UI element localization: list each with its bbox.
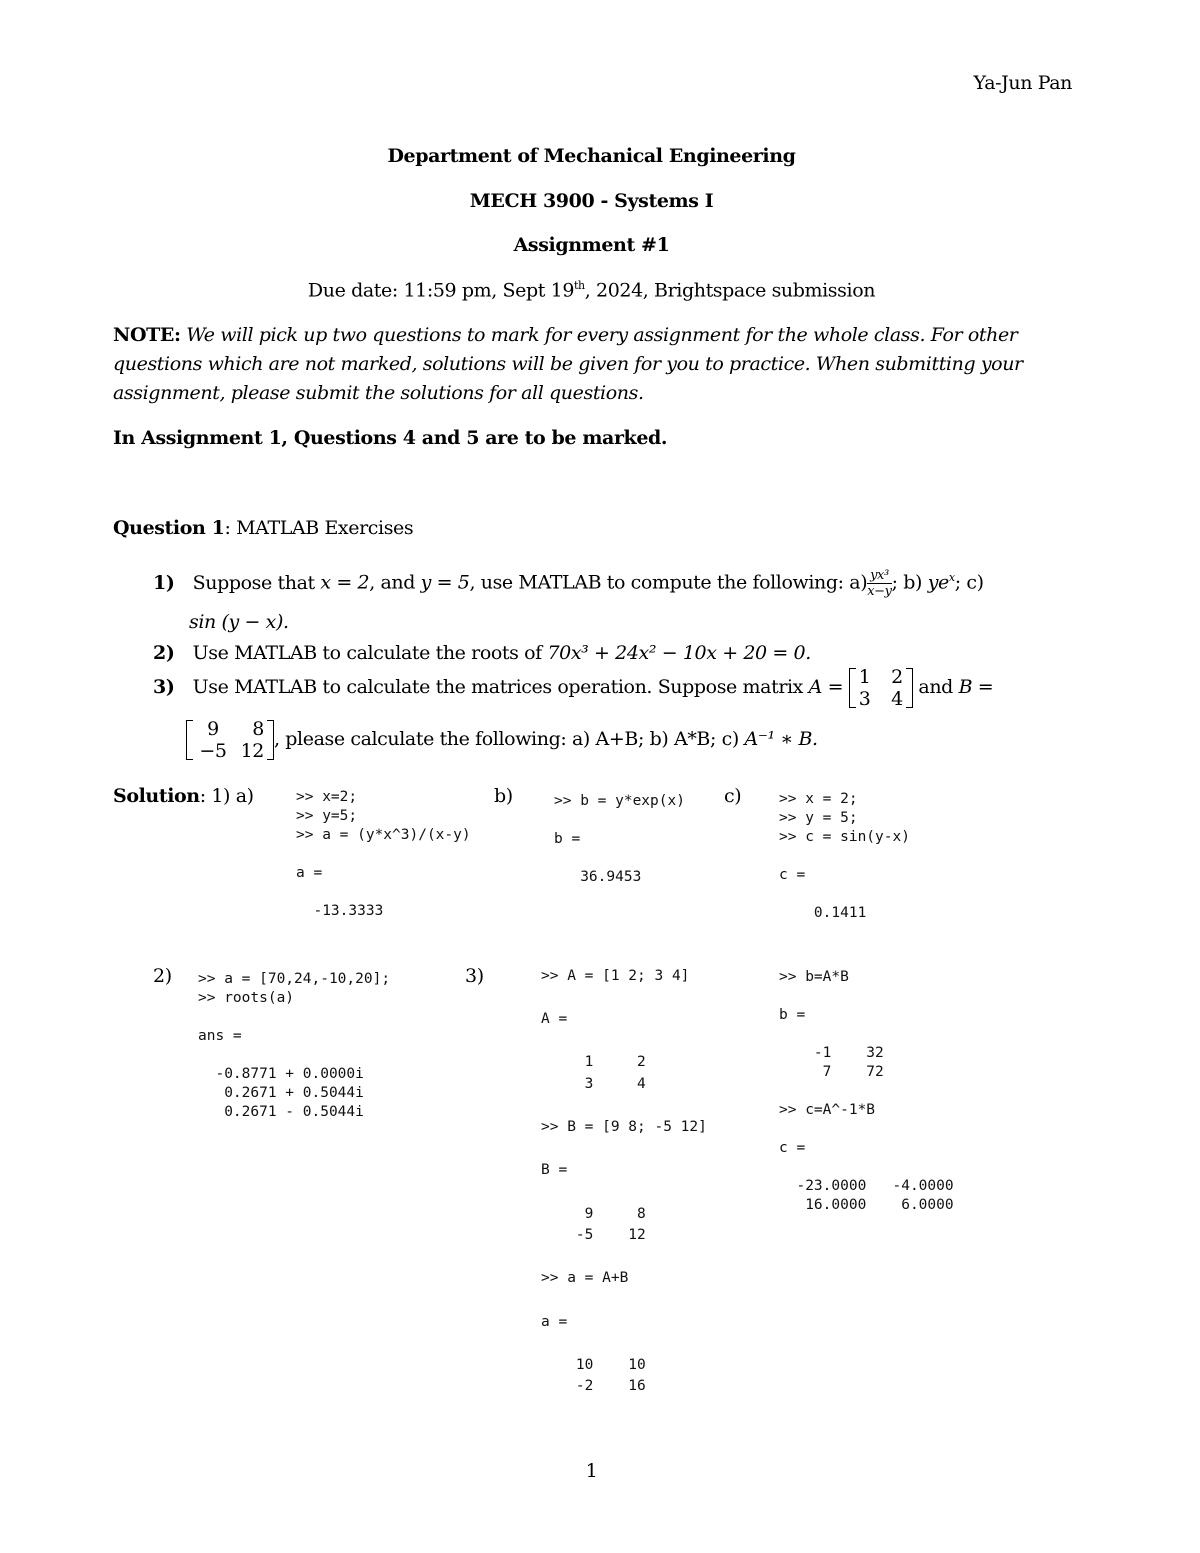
math-expression: y = 5 (420, 571, 470, 594)
matrix-cell: −5 (199, 740, 227, 762)
matrix-cell: 2 (891, 666, 903, 688)
note-label: NOTE: (113, 324, 181, 346)
solution-heading (113, 785, 254, 807)
math-expression: 70x³ + 24x² − 10x + 20 = 0. (547, 642, 811, 664)
solution-label-b: b) (494, 785, 513, 807)
item-number: 2) (153, 642, 175, 664)
solution-label-3: 3) (465, 965, 484, 987)
page-number: 1 (585, 1460, 598, 1482)
q1-item-1-continued: sin (y − x). (189, 611, 289, 633)
matrix-cell: 12 (240, 740, 264, 762)
matrix-row (186, 718, 274, 740)
item-text: Suppose that (192, 571, 321, 594)
fraction-denominator: x−y (867, 584, 892, 599)
matlab-output-3b: >> b=A*B b = -1 32 7 72 >> c=A^-1*B c = -23.0000 -4.0000 16.0000 6.0000 (779, 969, 954, 1213)
solution-label: Solution (113, 785, 200, 807)
item-text: , use MATLAB to compute the following: a) (469, 571, 868, 594)
bracket-right (906, 668, 913, 708)
matrix-cell: 4 (891, 688, 903, 710)
math-expression: ye (927, 571, 949, 594)
matrix-cell: 9 (207, 718, 219, 740)
note-paragraph (113, 321, 1083, 408)
matrix-row (849, 688, 913, 710)
due-date-prefix: Due date: 11:59 pm, Sept 19 (307, 279, 575, 302)
matlab-output-1b: >> b = y*exp(x) b = 36.9453 (554, 793, 685, 885)
item-text: , please calculate the following: a) A+B; b) A*B; c) (274, 728, 745, 750)
solution-label-2: 2) (153, 965, 172, 987)
q1-item-3 (153, 666, 993, 710)
question-1-heading (113, 517, 413, 539)
item-text: ; c) (954, 571, 984, 594)
matlab-output-3a: >> A = [1 2; 3 4] A = 1 2 3 4 >> B = [9 8; -5 12] B = 9 8 -5 12 >> a = A+B a = 10 10 -2 16 (541, 968, 707, 1395)
math-expression: x = 2 (320, 571, 370, 594)
assignment-title: Assignment #1 (513, 234, 670, 256)
matrix-row (849, 666, 913, 688)
fraction-numerator: yx³ (867, 568, 891, 584)
matlab-output-2: >> a = [70,24,-10,20]; >> roots(a) ans = -0.8771 + 0.0000i 0.2671 + 0.5044i 0.2671 - 0.5044i (198, 971, 391, 1120)
matrix-cell: 3 (858, 688, 871, 710)
matlab-output-1c: >> x = 2; >> y = 5; >> c = sin(y-x) c = 0.1411 (779, 791, 910, 921)
item-text: Use MATLAB to calculate the roots of (192, 642, 548, 664)
math-superscript: x (948, 571, 955, 585)
due-date-suffix: , 2024, Brightspace submission (584, 279, 876, 302)
q1-item-1 (153, 568, 984, 599)
math-expression: A⁻¹ ∗ B. (744, 728, 818, 750)
solution-part-label: : 1) a) (199, 785, 254, 807)
matrix-row (186, 740, 274, 762)
matrix-b (186, 718, 274, 762)
item-number: 1) (153, 571, 175, 594)
item-number: 3) (153, 676, 175, 698)
item-text: , and (369, 571, 421, 594)
matlab-output-1a: >> x=2; >> y=5; >> a = (y*x^3)/(x-y) a = -13.3333 (296, 789, 471, 919)
department-title: Department of Mechanical Engineering (387, 145, 796, 167)
note-text: We will pick up two questions to mark for every assignment for the whole class. For other questions which are not marked, solutions will be given for you to practice. When submitting your assignment, please submit the solutions for all questions. (113, 324, 1023, 404)
item-text: and (912, 676, 959, 698)
fraction (867, 568, 891, 599)
item-text: ; b) (891, 571, 928, 594)
q1-item-2 (153, 642, 811, 664)
question-1-subtitle: : MATLAB Exercises (224, 517, 414, 539)
q1-item-3-continued (186, 718, 818, 762)
solution-label-c: c) (724, 785, 742, 807)
matrix-cell: 8 (252, 718, 264, 740)
math-expression: A = (808, 676, 844, 698)
course-title: MECH 3900 - Systems I (469, 190, 714, 212)
marked-questions-note: In Assignment 1, Questions 4 and 5 are to be marked. (113, 427, 668, 449)
math-expression: B = (958, 676, 994, 698)
due-date-sup: th (574, 279, 585, 292)
bracket-right (267, 720, 274, 760)
author-name: Ya-Jun Pan (973, 72, 1072, 94)
question-1-label: Question 1 (113, 517, 225, 539)
matrix-a (849, 666, 913, 710)
bracket-left (849, 668, 856, 708)
bracket-left (186, 720, 193, 760)
item-text: Use MATLAB to calculate the matrices operation. Suppose matrix (192, 676, 809, 698)
due-date (0, 279, 1183, 301)
matrix-cell: 1 (858, 666, 871, 688)
